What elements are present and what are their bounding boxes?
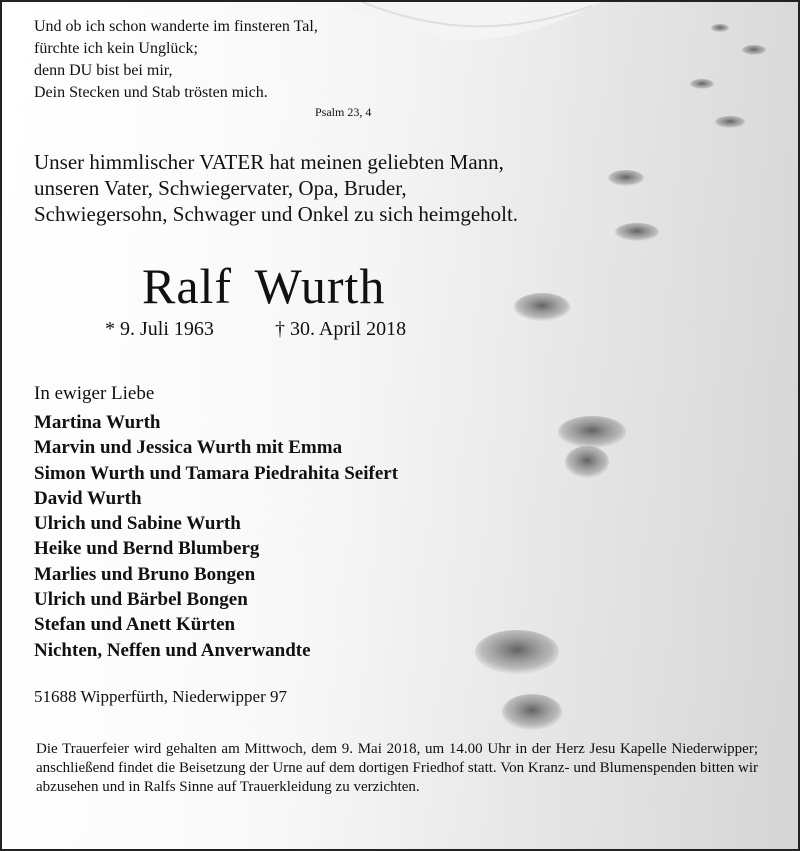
mourners-list (34, 410, 398, 663)
verse-line: Dein Stecken und Stab trösten mich. (34, 84, 268, 101)
mourner-name: David Wurth (34, 487, 142, 509)
family-address: 51688 Wipperfürth, Niederwipper 97 (34, 687, 287, 706)
announcement-line: Unser himmlischer VATER hat meinen geliebten Mann, (34, 150, 504, 174)
verse-line: fürchte ich kein Unglück; (34, 40, 198, 57)
announcement-text (34, 149, 518, 227)
funeral-notice: Die Trauerfeier wird gehalten am Mittwoch, dem 9. Mai 2018, um 14.00 Uhr in der Herz Jesu Kapelle Niederwipper; anschließend findet die Beisetzung der Urne auf dem dortigen Friedhof statt. Von Kranz- und Blumenspenden bitten wir abzusehen und in Ralfs Sinne auf Trauerkleidung zu verzichten. (36, 741, 758, 795)
birth-date: * 9. Juli 1963 (105, 318, 214, 340)
death-date: † 30. April 2018 (275, 318, 407, 340)
deceased-name: Ralf Wurth (142, 258, 386, 314)
mourner-name: Martina Wurth (34, 412, 161, 433)
psalm-verse (34, 16, 318, 104)
mourner-name: Heike und Bernd Blumberg (34, 538, 260, 560)
mourner-name: Nichten, Neffen und Anverwandte (34, 639, 311, 661)
verse-line: denn DU bist bei mir, (34, 62, 173, 79)
mourner-name: Simon Wurth und Tamara Piedrahita Seifert (34, 462, 399, 484)
announcement-line: Schwiegersohn, Schwager und Onkel zu sich heimgeholt. (34, 202, 519, 226)
announcement-line: unseren Vater, Schwiegervater, Opa, Bruder, (34, 176, 407, 200)
mourner-name: Marlies und Bruno Bongen (34, 563, 256, 585)
mourner-name: Marvin und Jessica Wurth mit Emma (34, 437, 343, 459)
mourners-lead: In ewiger Liebe (34, 383, 155, 404)
mourner-name: Ulrich und Sabine Wurth (34, 513, 241, 535)
verse-line: Und ob ich schon wanderte im finsteren Tal, (34, 18, 318, 35)
mourner-name: Ulrich und Bärbel Bongen (34, 589, 248, 611)
psalm-reference: Psalm 23, 4 (315, 105, 372, 119)
mourner-name: Stefan und Anett Kürten (34, 614, 236, 636)
